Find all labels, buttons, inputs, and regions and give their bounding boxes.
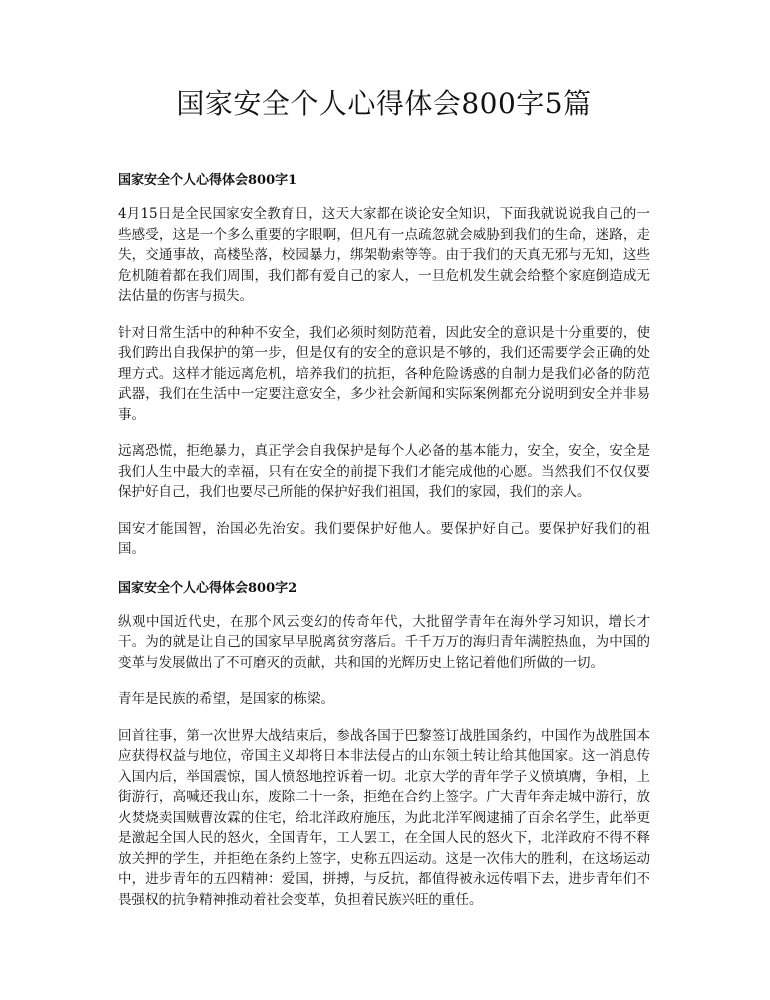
- page-title: 国家安全个人心得体会800字5篇: [176, 87, 592, 120]
- paragraph: 青年是民族的希望，是国家的栋梁。: [118, 691, 334, 707]
- paragraph: 远离恐慌，拒绝暴力，真正学会自我保护是每个人必备的基本能力，安全，安全，安全是我们人生中最大的幸福，只有在安全的前提下我们才能完成他的心愿。当然我们不仅仅要保护好自己，我们也要尽己所能的保护好我们祖国，我们的家园，我们的亲人。: [118, 443, 650, 500]
- paragraph: 国安才能国智，治国必先治安。我们要保护好他人。要保护好自己。要保护好我们的祖国。: [118, 520, 650, 557]
- section-heading: 国家安全个人心得体会800字1: [118, 173, 298, 188]
- paragraph: 4月15日是全民国家安全教育日，这天大家都在谈论安全知识，下面我就说说我自己的一些感受，这是一个多么重要的字眼啊，但凡有一点疏忽就会威胁到我们的生命，迷路，走失，交通事故，高楼坠落，校园暴力，绑架勒索等等。由于我们的天真无邪与无知，这些危机随着都在我们周围，我们都有爱自己的家人，一旦危机发生就会给整个家庭倒造成无法估量的伤害与损失。: [118, 206, 650, 304]
- paragraph: 纵观中国近代史，在那个风云变幻的传奇年代，大批留学青年在海外学习知识，增长才干。为的就是让自己的国家早早脱离贫穷落后。千千万万的海归青年满腔热血，为中国的变革与发展做出了不可磨灭的贡献，共和国的光辉历史上铭记着他们所做的一切。: [118, 613, 650, 671]
- paragraph: 回首往事，第一次世界大战结束后，参战各国于巴黎签订战胜国条约，中国作为战胜国本应获得权益与地位，帝国主义却将日本非法侵占的山东领土转让给其他国家。这一消息传入国内后，举国震惊，国人愤怒地控诉着一切。北京大学的青年学子义愤填膺，争相，上街游行，高喊还我山东，废除二十一条，拒绝在合约上签字。广大青年奔走城中游行，放火焚烧卖国贼曹汝霖的住宅，给北洋政府施压，为此北洋军阀逮捕了百余名学生，此举更是激起全国人民的怒火，全国青年，工人罢工，在全国人民的怒火下，北洋政府不得不释放关押的学生，并拒绝在条约上签字，史称五四运动。这是一次伟大的胜利，在这场运动中，进步青年的五四精神：爱国，拼搏，与反抗，都值得被永远传唱下去，进步青年们不畏强权的抗争精神推动着社会变革，负担着民族兴旺的重任。: [118, 727, 650, 908]
- paragraph: 针对日常生活中的种种不安全，我们必须时刻防范着，因此安全的意识是十分重要的，使我们跨出自我保护的第一步，但是仅有的安全的意识是不够的，我们还需要学会正确的处理方式。这样才能远离危机，培养我们的抗拒，各种危险诱惑的自制力是我们必备的防范武器，我们在生活中一定要注意安全，多少社会新闻和实际案例都充分说明到安全并非易事。: [118, 324, 650, 423]
- section-heading: 国家安全个人心得体会800字2: [118, 580, 298, 596]
